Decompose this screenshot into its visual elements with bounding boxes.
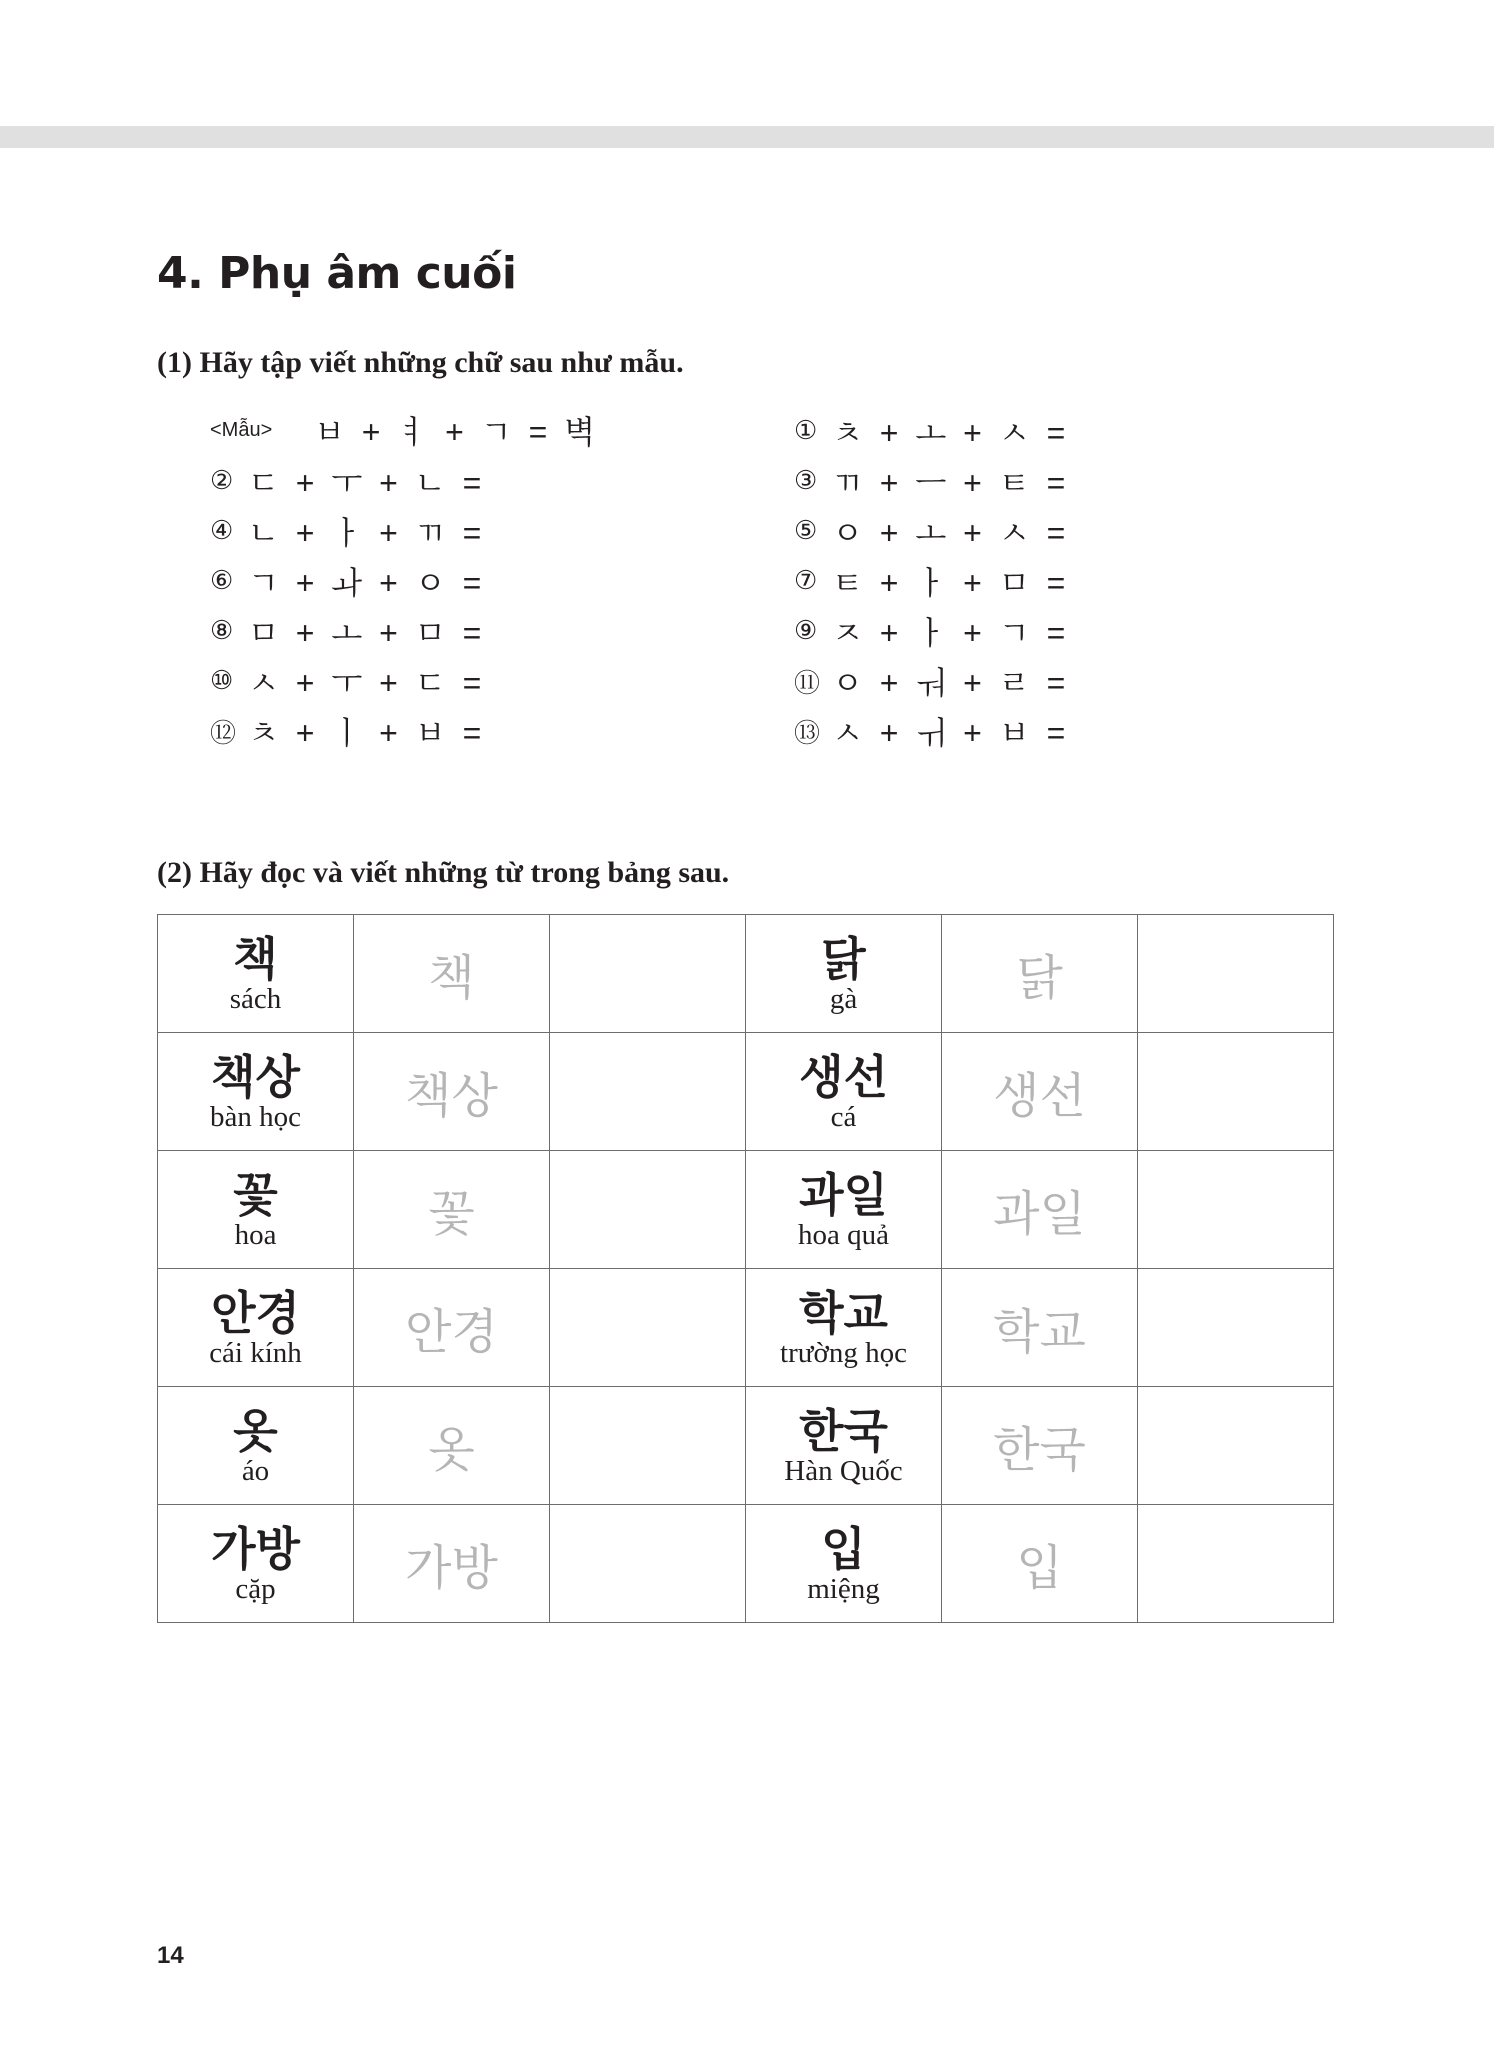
trace-cell bbox=[354, 1269, 550, 1387]
trace-word: 한국 bbox=[993, 1424, 1086, 1477]
table-row bbox=[158, 1387, 1334, 1505]
exercise-formula: ㅅ + ㅜ + ㄷ = bbox=[248, 665, 486, 701]
exercise-formula: ㄲ + ㅡ + ㅌ = bbox=[832, 465, 1070, 501]
exercise-number: ① bbox=[794, 416, 818, 445]
trace-word: 생선 bbox=[993, 1070, 1086, 1123]
trace-word: 가방 bbox=[405, 1542, 498, 1595]
section-title: 4. Phụ âm cuối bbox=[157, 248, 517, 299]
word-meaning: bàn học bbox=[210, 1100, 301, 1133]
trace-cell bbox=[354, 1033, 550, 1151]
exercise-item bbox=[794, 408, 1069, 454]
exercise-item bbox=[210, 508, 485, 554]
korean-word: 한국 bbox=[799, 1404, 888, 1457]
word-meaning: trường học bbox=[780, 1336, 907, 1369]
exercise-formula: ㅈ + ㅏ + ㄱ = bbox=[832, 615, 1070, 651]
exercise-formula: ㅊ + ㅣ + ㅂ = bbox=[248, 715, 486, 751]
exercise-item bbox=[794, 458, 1069, 504]
exercise-formula: ㄱ + ㅘ + ㅇ = bbox=[248, 565, 486, 601]
trace-cell bbox=[942, 1033, 1138, 1151]
trace-word: 책상 bbox=[405, 1070, 498, 1123]
exercise-item bbox=[210, 708, 485, 754]
trace-cell bbox=[942, 1151, 1138, 1269]
exercise-number: ⑩ bbox=[210, 666, 234, 695]
header-bar bbox=[0, 126, 1494, 148]
exercise-item bbox=[794, 558, 1069, 604]
word-meaning: gà bbox=[829, 982, 858, 1015]
writing-cell[interactable] bbox=[1138, 1387, 1334, 1505]
word-meaning: hoa quả bbox=[798, 1218, 889, 1251]
page-number: 14 bbox=[157, 1942, 184, 1969]
trace-word: 책 bbox=[428, 952, 475, 1005]
exercise-number: ② bbox=[210, 466, 234, 495]
word-cell bbox=[158, 1033, 354, 1151]
korean-word: 학교 bbox=[799, 1286, 888, 1339]
writing-cell[interactable] bbox=[1138, 1151, 1334, 1269]
word-meaning: sách bbox=[229, 982, 282, 1015]
trace-cell bbox=[354, 915, 550, 1033]
word-cell bbox=[746, 1151, 942, 1269]
word-cell bbox=[746, 1269, 942, 1387]
word-cell bbox=[158, 915, 354, 1033]
example-row bbox=[210, 407, 599, 453]
exercise-formula: ㅇ + ㅗ + ㅅ = bbox=[832, 515, 1070, 551]
word-meaning: miệng bbox=[807, 1572, 880, 1605]
word-cell bbox=[746, 1387, 942, 1505]
trace-word: 학교 bbox=[993, 1306, 1086, 1359]
korean-word: 입 bbox=[821, 1522, 866, 1575]
exercise-number: ③ bbox=[794, 466, 818, 495]
writing-cell[interactable] bbox=[1138, 1269, 1334, 1387]
exercise-item bbox=[210, 458, 485, 504]
exercise-item bbox=[794, 608, 1069, 654]
writing-cell[interactable] bbox=[550, 1505, 746, 1623]
exercise-formula: ㅊ + ㅗ + ㅅ = bbox=[832, 415, 1070, 451]
trace-cell bbox=[354, 1387, 550, 1505]
trace-cell bbox=[942, 1269, 1138, 1387]
exercise-formula: ㄷ + ㅜ + ㄴ = bbox=[248, 465, 486, 501]
exercise-number: ⑧ bbox=[210, 616, 234, 645]
trace-cell bbox=[942, 1505, 1138, 1623]
exercise-formula: ㄴ + ㅏ + ㄲ = bbox=[248, 515, 486, 551]
table-row bbox=[158, 915, 1334, 1033]
exercise-number: ⑥ bbox=[210, 566, 234, 595]
word-cell bbox=[746, 1033, 942, 1151]
exercise-number: ⑪ bbox=[794, 668, 821, 698]
word-meaning: cặp bbox=[235, 1572, 276, 1605]
trace-word: 안경 bbox=[405, 1306, 498, 1359]
writing-cell[interactable] bbox=[1138, 1033, 1334, 1151]
writing-cell[interactable] bbox=[550, 1269, 746, 1387]
korean-word: 닭 bbox=[821, 932, 866, 985]
korean-word: 안경 bbox=[211, 1286, 300, 1339]
example-label: <Mẫu> bbox=[210, 418, 273, 441]
writing-cell[interactable] bbox=[550, 1033, 746, 1151]
trace-cell bbox=[354, 1505, 550, 1623]
writing-cell[interactable] bbox=[1138, 915, 1334, 1033]
word-cell bbox=[746, 915, 942, 1033]
trace-cell bbox=[942, 1387, 1138, 1505]
trace-word: 옷 bbox=[428, 1424, 475, 1477]
korean-word: 가방 bbox=[211, 1522, 300, 1575]
part1-heading: (1) Hãy tập viết những chữ sau như mẫu. bbox=[157, 346, 684, 379]
korean-word: 책상 bbox=[211, 1050, 300, 1103]
word-meaning: cá bbox=[830, 1100, 857, 1133]
korean-word: 꽃 bbox=[233, 1168, 278, 1221]
word-cell bbox=[746, 1505, 942, 1623]
part2-heading: (2) Hãy đọc và viết những từ trong bảng sau. bbox=[157, 856, 730, 889]
trace-word: 닭 bbox=[1016, 952, 1063, 1005]
exercise-number: ⑦ bbox=[794, 566, 818, 595]
word-cell bbox=[158, 1151, 354, 1269]
exercise-number: ④ bbox=[210, 516, 234, 545]
korean-word: 책 bbox=[233, 932, 278, 985]
vocab-table bbox=[157, 914, 1334, 1623]
exercise-formula: ㅇ + ㅝ + ㄹ = bbox=[832, 665, 1070, 701]
table-row bbox=[158, 1269, 1334, 1387]
trace-word: 과일 bbox=[993, 1188, 1086, 1241]
exercise-item bbox=[210, 608, 485, 654]
writing-cell[interactable] bbox=[550, 1151, 746, 1269]
writing-cell[interactable] bbox=[1138, 1505, 1334, 1623]
trace-word: 입 bbox=[1016, 1542, 1063, 1595]
korean-word: 옷 bbox=[233, 1404, 278, 1457]
writing-cell[interactable] bbox=[550, 915, 746, 1033]
example-formula: ㅂ + ㅕ + ㄱ = 벽 bbox=[314, 414, 600, 450]
word-cell bbox=[158, 1269, 354, 1387]
korean-word: 생선 bbox=[799, 1050, 888, 1103]
exercise-item bbox=[794, 508, 1069, 554]
exercise-formula: ㅁ + ㅗ + ㅁ = bbox=[248, 615, 486, 651]
word-meaning: cái kính bbox=[209, 1336, 302, 1369]
trace-cell bbox=[942, 915, 1138, 1033]
exercise-item bbox=[794, 658, 1069, 704]
korean-word: 과일 bbox=[799, 1168, 888, 1221]
word-meaning: hoa bbox=[234, 1218, 277, 1251]
exercise-formula: ㅅ + ㅟ + ㅂ = bbox=[832, 715, 1070, 751]
exercise-number: ⑨ bbox=[794, 616, 818, 645]
writing-cell[interactable] bbox=[550, 1387, 746, 1505]
word-cell bbox=[158, 1387, 354, 1505]
word-cell bbox=[158, 1505, 354, 1623]
exercise-number: ⑫ bbox=[210, 718, 237, 748]
exercise-number: ⑬ bbox=[794, 718, 821, 748]
exercise-item bbox=[210, 658, 485, 704]
word-meaning: Hàn Quốc bbox=[784, 1454, 903, 1487]
exercise-item bbox=[794, 708, 1069, 754]
table-row bbox=[158, 1033, 1334, 1151]
trace-cell bbox=[354, 1151, 550, 1269]
table-row bbox=[158, 1151, 1334, 1269]
exercise-formula: ㅌ + ㅏ + ㅁ = bbox=[832, 565, 1070, 601]
exercise-number: ⑤ bbox=[794, 516, 818, 545]
table-row bbox=[158, 1505, 1334, 1623]
trace-word: 꽃 bbox=[428, 1188, 475, 1241]
word-meaning: áo bbox=[241, 1454, 270, 1487]
exercise-item bbox=[210, 558, 485, 604]
